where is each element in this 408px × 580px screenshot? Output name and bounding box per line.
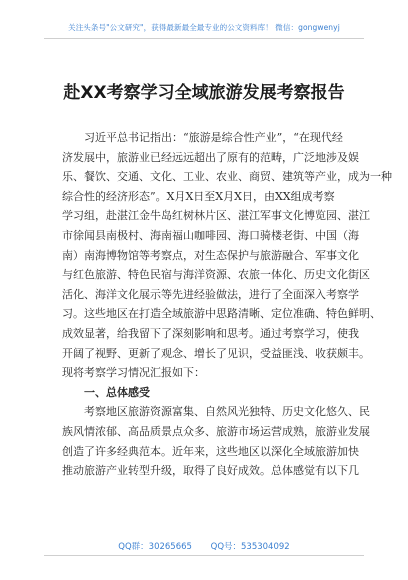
paragraph-line: 成效显著，给我留下了深刻影响和思考。通过考察学习，使我 — [62, 326, 359, 340]
paragraph-line: 族风情浓郁、高品质景点众多、旅游市场运营成熟，旅游业发展 — [62, 424, 370, 438]
paragraph-line: 济发展中，旅游业已经远远超出了原有的范畴，广泛地涉及娱 — [62, 150, 359, 164]
footer-qq-group: QQ群：30265665 — [118, 542, 192, 552]
paragraph-line: 开阔了视野、更新了观念、增长了见识，受益匪浅、收获颇丰。 — [62, 346, 370, 360]
footer-qq-number: QQ号：535304092 — [210, 542, 290, 552]
footer-divider — [44, 555, 364, 556]
page-footer — [0, 540, 408, 552]
paragraph-line: 市徐闻县南极村、海南福山咖啡园、海口骑楼老街、中国（海 — [62, 228, 359, 242]
header-note: 关注头条号"公文研究"，获得最新最全最专业的公文资料库！ 微信：gongwenyj — [68, 23, 340, 32]
paragraph-line: 活化、海洋文化展示等先进经验做法，进行了全面深入考察学 — [62, 287, 359, 301]
paragraph-line: 考察地区旅游资源富集、自然风光独特、历史文化悠久、民 — [84, 405, 370, 419]
paragraph-line: 习。这些地区在打造全域旅游中思路清晰、定位准确、特色鲜明、 — [62, 307, 381, 321]
paragraph-line: 习近平总书记指出：“旅游是综合性产业”，“在现代经 — [84, 131, 343, 144]
document-body — [62, 128, 392, 481]
paragraph-line: 学习组，赴湛江金牛岛红树林片区、湛江军事文化博览园、湛江 — [62, 209, 370, 223]
paragraph-line: 现将考察学习情况汇报如下： — [62, 366, 205, 380]
section-heading: 一、总体感受 — [84, 385, 150, 399]
document-title: 赴XX考察学习全域旅游发展考察报告 — [63, 83, 345, 103]
header-divider — [44, 38, 364, 39]
paragraph-line: 综合性的经济形态”。X月X日至X月X日，由XX组成考察 — [62, 189, 335, 203]
paragraph-line: 南）南海博物馆等考察点，对生态保护与旅游融合、军事文化 — [62, 248, 359, 262]
paragraph-line: 与红色旅游、特色民宿与海洋资源、农旅一体化、历史文化街区 — [62, 268, 370, 282]
paragraph-line: 推动旅游产业转型升级，取得了良好成效。总体感觉有以下几 — [62, 464, 359, 478]
paragraph-line: 乐、餐饮、交通、文化、工业、农业、商贸、建筑等产业，成为一种 — [62, 170, 392, 184]
paragraph-line: 创造了许多经典范本。近年来，这些地区以深化全域旅游加快 — [62, 444, 359, 458]
